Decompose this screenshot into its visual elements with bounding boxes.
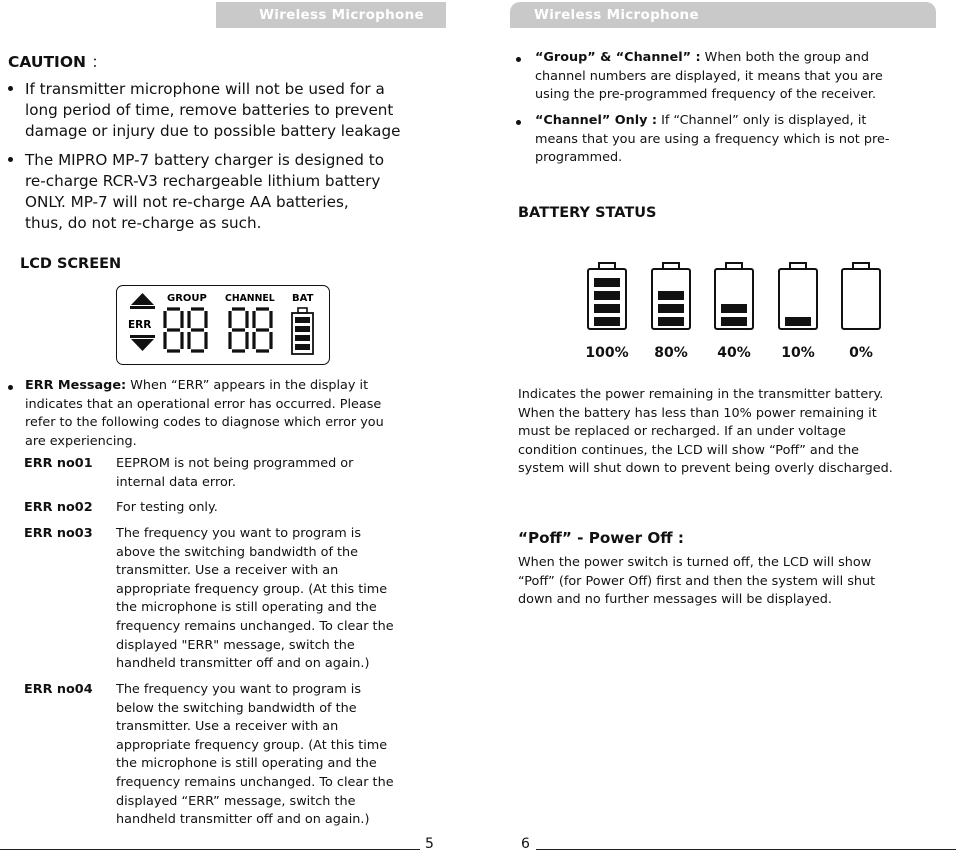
text-line: If transmitter microphone will not be used for a	[25, 80, 385, 98]
bullet-icon	[516, 57, 521, 62]
arrow-down-bar	[130, 335, 155, 338]
text-line: damage or injury due to possible battery leakage	[25, 122, 401, 140]
channel-only-item	[516, 112, 948, 168]
text-line: condition continues, the LCD will show “Poff” and the	[518, 442, 860, 458]
lcd-err-label: ERR	[128, 319, 152, 331]
battery-0pct-icon	[840, 260, 882, 332]
text-line: “Poff” (for Power Off) first and then the system will shut	[518, 573, 876, 589]
text-line: The MIPRO MP-7 battery charger is designed to	[25, 151, 385, 169]
battery-level-label: 40%	[717, 345, 751, 361]
caution-item-1	[8, 79, 448, 142]
battery-level-label: 100%	[585, 345, 629, 361]
text-line: frequency remains unchanged. To clear the	[116, 618, 394, 634]
text-line: above the switching bandwidth of the	[116, 544, 359, 560]
err-code-label: ERR no04	[24, 682, 93, 697]
caution-item-2	[8, 150, 448, 234]
text-line: the microphone is still operating and the	[116, 600, 377, 616]
text-line: When the power switch is turned off, the LCD will show	[518, 555, 872, 570]
err-message-item	[8, 377, 448, 451]
err-code-label: ERR no02	[24, 500, 93, 515]
text-line	[535, 49, 948, 68]
battery-status-title: BATTERY STATUS	[518, 205, 657, 221]
lcd-screen-illustration	[116, 285, 330, 365]
battery-100pct-icon	[586, 260, 628, 332]
digit-3	[230, 309, 247, 351]
text-line: must be replaced or recharged. If an under voltage	[518, 424, 846, 440]
text-line: The frequency you want to program is	[116, 682, 362, 697]
text-line: appropriate frequency group. (At this time	[116, 737, 388, 753]
battery-bar	[721, 304, 747, 313]
lcd-digits	[165, 309, 271, 351]
text-line: appropriate frequency group. (At this time	[116, 581, 388, 597]
arrow-up-icon	[131, 293, 154, 305]
text-line: using the pre-programmed frequency of the receiver.	[535, 87, 877, 103]
text-span: When “ERR” appears in the display it	[126, 378, 369, 393]
text-line: When the battery has less than 10% power remaining it	[518, 405, 877, 421]
caution-colon: ：	[91, 53, 107, 71]
text-line: programmed.	[535, 150, 623, 166]
battery-80pct-icon	[650, 260, 692, 332]
text-line: below the switching bandwidth of the	[116, 700, 357, 716]
bullet-icon	[516, 120, 521, 125]
page-number-right: 6	[521, 836, 530, 852]
lcd-bat-label: BAT	[292, 293, 314, 304]
text-line	[535, 112, 948, 131]
bullet-icon	[8, 86, 13, 91]
text-line: handheld transmitter off and on again.)	[116, 812, 370, 828]
err-code-label: ERR no01	[24, 456, 93, 471]
text-line: system will shut down to prevent being overly discharged.	[518, 461, 893, 477]
lcd-group-label: GROUP	[167, 293, 207, 304]
text-line: thus, do not re-charge as such.	[25, 214, 262, 232]
text-line: internal data error.	[116, 474, 236, 490]
err-code-01	[24, 455, 438, 492]
text-line: down and no further messages will be displayed.	[518, 592, 832, 608]
text-line: handheld transmitter off and on again.)	[116, 656, 370, 672]
caution-title: CAUTION	[8, 53, 86, 71]
battery-level-label: 10%	[781, 345, 815, 361]
text-line: Indicates the power remaining in the transmitter battery.	[518, 387, 884, 402]
battery-bar	[594, 317, 620, 326]
digit-2	[189, 309, 206, 351]
lcd-screen-title: LCD SCREEN	[20, 256, 122, 272]
err-code-03	[24, 525, 438, 674]
text-line	[25, 377, 448, 396]
text-line: transmitter. Use a receiver with an	[116, 563, 339, 579]
page-right	[478, 0, 956, 851]
text-line: For testing only.	[116, 500, 218, 515]
text-line: refer to the following codes to diagnose which error you	[25, 415, 384, 431]
text-line: re-charge RCR-V3 rechargeable lithium battery	[25, 172, 381, 190]
text-line: displayed "ERR" message, switch the	[116, 637, 355, 653]
lcd-channel-label: CHANNEL	[225, 293, 275, 304]
page-number-left: 5	[425, 836, 434, 852]
caution-heading	[8, 50, 107, 72]
battery-bar	[658, 291, 684, 300]
footer-rule-right	[536, 849, 956, 850]
battery-bar	[594, 291, 620, 300]
text-span: If “Channel” only is displayed, it	[657, 113, 867, 128]
footer-rule-left	[0, 849, 420, 850]
battery-level-label: 0%	[849, 345, 873, 361]
err-code-04	[24, 681, 438, 830]
bullet-icon	[8, 157, 13, 162]
battery-40pct-icon	[713, 260, 755, 332]
arrow-down-icon	[131, 339, 154, 351]
battery-bar	[658, 304, 684, 313]
err-code-02	[24, 499, 438, 518]
battery-10pct-icon	[777, 260, 819, 332]
text-line: means that you are using a frequency which is not pre-	[535, 131, 890, 147]
group-channel-label: “Group” & “Channel” :	[535, 50, 701, 65]
text-line: indicates that an operational error has occurred. Please	[25, 396, 382, 412]
err-code-label: ERR no03	[24, 526, 93, 541]
text-line: long period of time, remove batteries to prevent	[25, 101, 394, 119]
text-span: When both the group and	[700, 50, 870, 65]
text-line: ONLY. MP-7 will not re-charge AA batteries,	[25, 193, 349, 211]
text-line: The frequency you want to program is	[116, 526, 362, 541]
digit-1	[165, 309, 182, 351]
arrow-up-bar	[130, 306, 155, 309]
battery-level-label: 80%	[654, 345, 688, 361]
text-line: EEPROM is not being programmed or	[116, 456, 354, 471]
text-line: transmitter. Use a receiver with an	[116, 719, 339, 735]
battery-bar	[785, 317, 811, 326]
page-left	[0, 0, 478, 851]
battery-description	[518, 386, 948, 479]
err-message-label: ERR Message:	[25, 378, 127, 393]
poff-description	[518, 554, 948, 610]
battery-bar	[594, 278, 620, 287]
battery-bar	[658, 317, 684, 326]
channel-only-label: “Channel” Only :	[535, 113, 657, 128]
battery-bar	[594, 304, 620, 313]
poff-title: “Poff” - Power Off :	[518, 529, 684, 547]
lcd-graphic	[117, 286, 328, 363]
header-bar-right: Wireless Microphone	[510, 2, 936, 28]
battery-bar	[721, 317, 747, 326]
group-channel-item	[516, 49, 948, 105]
digit-4	[254, 309, 271, 351]
text-line: frequency remains unchanged. To clear the	[116, 774, 394, 790]
bullet-icon	[8, 385, 13, 390]
text-line: the microphone is still operating and the	[116, 756, 377, 772]
text-line: displayed “ERR” message, switch the	[116, 793, 356, 809]
header-bar-left: Wireless Microphone	[216, 2, 446, 28]
text-line: channel numbers are displayed, it means that you are	[535, 68, 883, 84]
lcd-battery-icon	[292, 308, 313, 354]
text-line: are experiencing.	[25, 433, 137, 449]
